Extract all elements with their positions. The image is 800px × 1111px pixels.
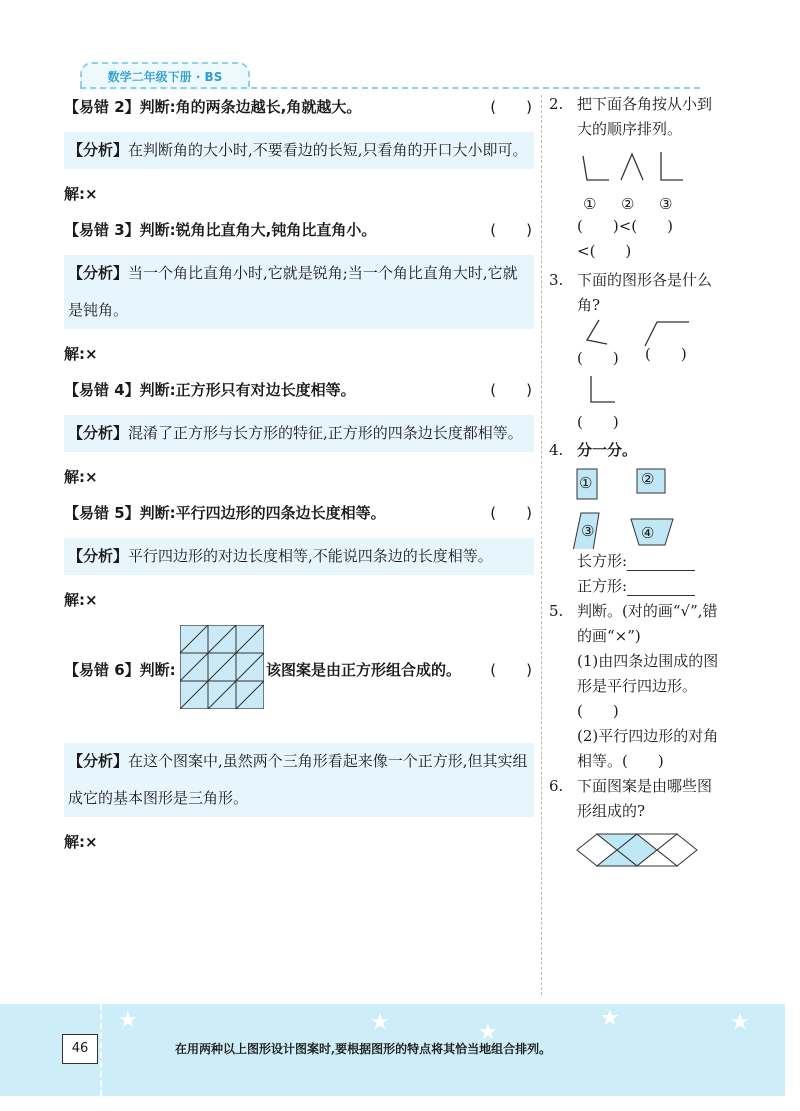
page-number: 46 bbox=[62, 1034, 98, 1064]
right-column bbox=[549, 92, 724, 878]
q4-rect-answer: 长方形: bbox=[549, 549, 724, 574]
item6-question: 【易错 6】判断: 该图案是由正方形组合成的。 ( ) bbox=[64, 625, 534, 715]
star-icon: ★ bbox=[730, 1010, 750, 1035]
left-column bbox=[64, 96, 534, 853]
item2-analysis: 【分析】在判断角的大小时,不要看边的长短,只看角的开口大小即可。 bbox=[64, 132, 534, 169]
item6-solution: 解:× bbox=[64, 833, 98, 851]
q5-statement-1: (1)由四条边围成的图形是平行四边形。( ) bbox=[577, 652, 719, 720]
footer-band bbox=[0, 1004, 785, 1096]
item2-solution: 解:× bbox=[64, 185, 98, 203]
item5-analysis: 【分析】平行四边形的对边长度相等,不能说四条边的长度相等。 bbox=[64, 538, 534, 575]
item3-question: 【易错 3】判断:锐角比直角大,钝角比直角小。 ( ) bbox=[64, 221, 532, 239]
q2: 2. 把下面各角按从小到大的顺序排列。 bbox=[549, 95, 713, 138]
header-title: 数学二年级下册 · BS bbox=[107, 70, 223, 84]
item6-analysis: 【分析】在这个图案中,虽然两个三角形看起来像一个正方形,但其实组成它的基本图形是三角形。 bbox=[64, 743, 534, 817]
item5-solution: 解:× bbox=[64, 591, 98, 609]
q2-answer-line2: <( ) bbox=[577, 242, 632, 260]
item3-solution: 解:× bbox=[64, 345, 98, 363]
star-icon: ★ bbox=[600, 1006, 620, 1031]
item4-question: 【易错 4】判断:正方形只有对边长度相等。 ( ) bbox=[64, 381, 532, 399]
q2-answer-line1: ( )<( ) bbox=[577, 217, 673, 235]
q4-shapes: ① ② ③ ④ bbox=[549, 463, 724, 549]
item3-analysis: 【分析】当一个角比直角小时,它就是锐角;当一个角比直角大时,它就是钝角。 bbox=[64, 255, 534, 329]
item4-solution: 解:× bbox=[64, 468, 98, 486]
q3: 3. 下面的图形各是什么角? bbox=[549, 271, 713, 314]
item5-question: 【易错 5】判断:平行四边形的四条边长度相等。 ( ) bbox=[64, 504, 532, 522]
q6: 6. 下面图案是由哪些图形组成的? bbox=[549, 777, 713, 820]
column-divider bbox=[541, 95, 542, 995]
triangle-grid-figure bbox=[180, 625, 264, 709]
footer-tip: 在用两种以上图形设计图案时,要根据图形的特点将其恰当地组合排列。 bbox=[175, 1042, 552, 1056]
q3-figures: ( ) ( ) ( ) bbox=[549, 318, 724, 438]
star-icon: ★ bbox=[478, 1020, 498, 1045]
q5: 5. 判断。(对的画“√”,错的画“×”) bbox=[549, 602, 718, 645]
q4: 4. 分一分。 bbox=[549, 441, 638, 459]
header-divider bbox=[80, 87, 700, 89]
item4-analysis: 【分析】混淆了正方形与长方形的特征,正方形的四条边长度都相等。 bbox=[64, 415, 534, 452]
header-tab bbox=[80, 62, 250, 90]
rhombus-pattern-figure bbox=[549, 830, 724, 870]
angles-figure-q2 bbox=[549, 148, 724, 184]
item2-question: 【易错 2】判断:角的两条边越长,角就越大。 ( ) bbox=[64, 98, 532, 116]
q4-square-answer: 正方形: bbox=[549, 574, 724, 599]
star-icon: ★ bbox=[118, 1008, 138, 1033]
q2-labels: ① ② ③ bbox=[583, 195, 673, 213]
q5-statement-2: (2)平行四边形的对角相等。( ) bbox=[577, 727, 719, 770]
star-icon: ★ bbox=[370, 1010, 390, 1035]
